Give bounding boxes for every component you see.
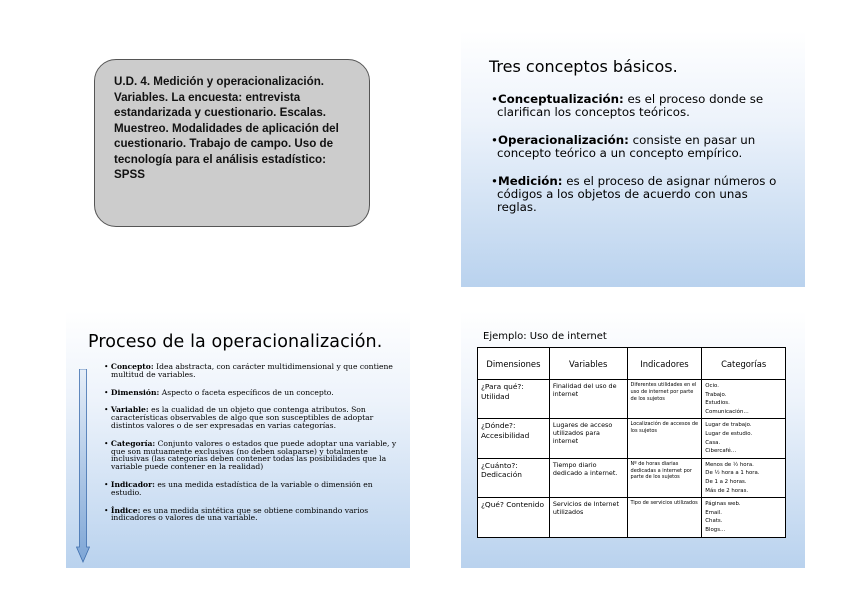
cell-dimension: ¿Cuánto?: Dedicación: [478, 458, 550, 497]
table-row: [478, 419, 786, 458]
cell-indicator: Diferentes utilidades en el uso de internet por parte de los sujetos: [627, 380, 702, 419]
slide-1[interactable]: [66, 31, 409, 288]
list-item: • Indicador: es una medida estadística de la variable o dimensión en estudio.: [104, 479, 373, 497]
cell-dimension: ¿Dónde?: Accesibilidad: [478, 419, 550, 458]
category-item: Menos de ½ hora.: [705, 461, 754, 468]
category-item: Email.: [705, 509, 722, 516]
concept-bullet-medicion: •Medición: es el proceso de asignar números o códigos a los objetos de acuerdo con unas reglas.: [491, 173, 777, 215]
category-item: Lugar de estudio.: [705, 430, 753, 437]
bullet-text: es el proceso de asignar números o códigos a los objetos de acuerdo con unas reglas.: [497, 173, 777, 215]
header-dimensiones: Dimensiones: [478, 348, 550, 380]
item-text: es una medida estadística de la variable o dimensión en estudio.: [111, 479, 373, 497]
category-item: Lugar de trabajo.: [705, 422, 752, 429]
cell-variable: Tiempo diario dedicado a internet.: [549, 458, 627, 497]
cell-dimension: ¿Qué? Contenido: [478, 498, 550, 537]
slide-2[interactable]: [461, 31, 805, 287]
list-item: • Variable: es la cualidad de un objeto que contenga atributos. Son características observables de algo que son susceptibles de adoptar distintos valores o de ser expresadas en varias categorías.: [104, 405, 374, 430]
cell-variable: Lugares de acceso utilizados para internet: [549, 419, 627, 458]
header-categorias: Categorías: [702, 348, 786, 380]
category-item: Blogs…: [705, 526, 726, 533]
category-item: Ocio.: [705, 383, 719, 389]
table-row: [478, 458, 786, 497]
category-item: De ½ hora a 1 hora.: [705, 470, 760, 477]
item-term: Indicador:: [110, 479, 155, 489]
slide-4-title: Ejemplo: Uso de internet: [483, 331, 607, 342]
bullet-term: Operacionalización:: [497, 132, 629, 147]
down-arrow-icon: [76, 369, 90, 563]
item-term: Índice:: [110, 505, 141, 515]
cell-categories: [702, 458, 786, 497]
cell-indicator: Nº de horas diarias dedicadas a internet por parte de los sujetos: [627, 458, 702, 497]
cell-variable: Finalidad del uso de internet: [549, 380, 627, 419]
bullet-term: Conceptualización:: [497, 92, 624, 106]
category-item: Trabajo.: [705, 391, 727, 398]
slide-3[interactable]: [66, 311, 410, 568]
list-item: • Índice: es una medida sintética que se obtiene combinando varios indicadores o valores de una variable.: [104, 505, 369, 523]
bullet-text: consiste en pasar un concepto teórico a un concepto empírico.: [497, 132, 756, 161]
slide-2-title: Tres conceptos básicos.: [489, 57, 678, 76]
concept-bullet-conceptualizacion: •Conceptualización: es el proceso donde se clarifican los conceptos teóricos.: [491, 92, 764, 120]
cell-variable: Servicios de Internet utilizados: [549, 498, 627, 537]
cell-indicator: Tipo de servicios utilizados: [627, 498, 702, 537]
category-item: Páginas web.: [705, 501, 741, 508]
table-row: [478, 380, 786, 419]
item-term: Variable:: [110, 405, 149, 415]
process-list: [104, 363, 404, 532]
list-item: • Categoría: Conjunto valores o estados que puede adoptar una variable, y que son mutuamente exclusivas (no deben solaparse) y totalmente inclusivas (las categorías deben contener todas las posibilidades que la variable puede contener en la realidad): [104, 438, 397, 472]
item-text: Aspecto o faceta específicos de un concepto.: [159, 387, 334, 397]
unit-title-text: U.D. 4. Medición y operacionalización. Variables. La encuesta: entrevista estandarizada y cuestionario. Escalas. Muestreo. Modalidades de aplicación del cuestionario. Trabajo de campo. Uso de tecnología para el análisis estadístico: SPSS: [114, 75, 339, 181]
unit-title-box: [94, 59, 370, 227]
category-item: Estudios.: [705, 400, 730, 407]
item-term: Categoría:: [110, 438, 156, 448]
slide-4[interactable]: [461, 311, 805, 568]
slide-3-title: Proceso de la operacionalización.: [88, 332, 383, 352]
concept-bullet-operacionalizacion: •Operacionalización: consiste en pasar un concepto teórico a un concepto empírico.: [491, 132, 756, 161]
category-item: Más de 2 horas.: [705, 487, 749, 494]
header-variables: Variables: [549, 348, 627, 380]
cell-dimension: ¿Para qué?: Utilidad: [478, 380, 550, 419]
cell-indicator: Localización de accesos de los sujetos: [627, 419, 702, 458]
item-text: Conjunto valores o estados que puede adoptar una variable, y que son mutuamente exclusivas (no deben solaparse) y totalmente inclusivas (las categorías deben contener todas las posibilidades que la variable puede contener en la realidad): [111, 438, 397, 472]
item-text: es la cualidad de un objeto que contenga atributos. Son características observables de algo que son susceptibles de adoptar distintos valores o de ser expresadas en varias categorías.: [111, 405, 374, 430]
bullet-term: Medición:: [497, 173, 563, 188]
category-item: De 1 a 2 horas.: [705, 478, 747, 485]
item-term: Dimensión:: [110, 387, 160, 397]
table-row: [478, 498, 786, 537]
category-item: Casa.: [705, 439, 721, 446]
category-item: Cibercafé…: [705, 448, 737, 455]
bullet-text: es el proceso donde se clarifican los conceptos teóricos.: [497, 92, 764, 120]
category-item: Comunicación…: [705, 408, 749, 415]
list-item: • Dimensión: Aspecto o faceta específicos de un concepto.: [104, 387, 334, 397]
cell-categories: [702, 498, 786, 537]
cell-categories: [702, 380, 786, 419]
cell-categories: [702, 419, 786, 458]
item-text: Idea abstracta, con carácter multidimensional y que contiene multitud de variables.: [111, 362, 393, 379]
list-item: • Concepto: Idea abstracta, con carácter multidimensional y que contiene multitud de variables.: [104, 362, 393, 379]
item-text: es una medida sintética que se obtiene combinando varios indicadores o valores de una variable.: [111, 505, 369, 523]
item-term: Concepto:: [110, 362, 154, 371]
table-header-row: [478, 348, 786, 380]
category-item: Chats.: [705, 518, 723, 525]
internet-use-table: [477, 347, 786, 538]
header-indicadores: Indicadores: [627, 348, 702, 380]
